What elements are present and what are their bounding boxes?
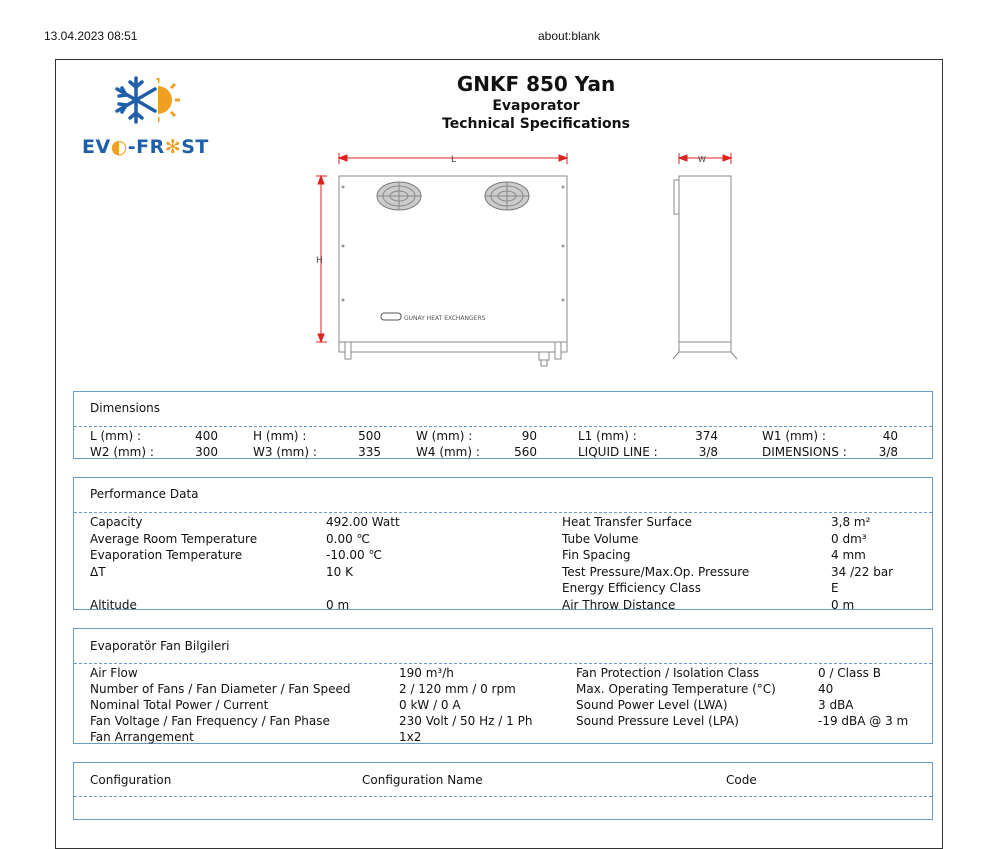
dimension-label: W2 (mm) :: [90, 445, 154, 459]
config-name-col-header: Configuration Name: [362, 773, 483, 787]
config-code-col-header: Code: [726, 773, 757, 787]
dimension-value: 400: [195, 429, 218, 443]
dimension-label: L1 (mm) :: [578, 429, 637, 443]
fan-section: [73, 628, 933, 744]
section-title: Dimensions: [90, 401, 161, 415]
dimension-value: 560: [514, 445, 537, 459]
fan-label: Fan Arrangement: [90, 730, 194, 744]
dimensions-section: [73, 391, 933, 459]
dimension-value: 90: [521, 429, 537, 443]
fan-value: -19 dBA @ 3 m: [818, 714, 909, 728]
dimension-label: LIQUID LINE :: [578, 445, 658, 459]
fan-label: Max. Operating Temperature (°C): [576, 682, 776, 696]
configuration-section: [73, 762, 933, 820]
performance-label: Test Pressure/Max.Op. Pressure: [562, 564, 750, 579]
dimension-label: H (mm) :: [253, 429, 307, 443]
product-title: GNKF 850 Yan: [456, 72, 616, 96]
dimension-value: 3/8: [878, 445, 898, 459]
fan-value: 3 dBA: [818, 698, 854, 712]
performance-label: Capacity: [90, 515, 143, 529]
performance-label: Altitude: [90, 597, 137, 612]
dimension-label: DIMENSIONS :: [762, 445, 847, 459]
spec-sheet-page: [55, 59, 943, 849]
fan-label: Fan Voltage / Fan Frequency / Fan Phase: [90, 714, 330, 728]
fan-value: 190 m³/h: [399, 666, 454, 680]
fan-value: 2 / 120 mm / 0 rpm: [399, 682, 516, 696]
performance-value: 10 K: [326, 564, 353, 579]
fan-value: 1x2: [399, 730, 422, 744]
performance-value: E: [831, 581, 839, 595]
performance-label: Energy Efficiency Class: [562, 581, 702, 595]
dimension-value: 500: [358, 429, 381, 443]
performance-value: 3,8 m²: [831, 515, 871, 529]
dimension-label: W1 (mm) :: [762, 429, 826, 443]
section-title: Performance Data: [90, 487, 199, 501]
performance-value: 0.00 ℃: [326, 531, 371, 546]
performance-label: Fin Spacing: [562, 548, 631, 562]
fan-label: Sound Power Level (LWA): [576, 698, 728, 712]
document-title: Technical Specifications: [442, 116, 630, 132]
dimension-label: W (mm) :: [416, 429, 473, 443]
performance-value: 4 mm: [831, 548, 866, 562]
config-col-header: Configuration: [90, 773, 172, 787]
fan-grille-right-icon: [485, 182, 529, 210]
dimension-label: W4 (mm) :: [416, 445, 480, 459]
performance-label: Evaporation Temperature: [90, 548, 243, 562]
performance-label: Tube Volume: [562, 531, 639, 546]
performance-value: 0 m: [831, 597, 855, 612]
fan-value: 40: [818, 682, 834, 696]
dimension-w-label: W: [698, 155, 706, 164]
dimension-value: 335: [358, 445, 381, 459]
dimension-value: 374: [695, 429, 718, 443]
performance-label: ΔT: [90, 564, 106, 579]
fan-label: Fan Protection / Isolation Class: [576, 666, 760, 680]
dimension-label: W3 (mm) :: [253, 445, 317, 459]
brand-wordmark: EV◐-FR✻ST: [82, 136, 209, 158]
fan-value: 0 / Class B: [818, 666, 881, 680]
performance-label: Air Throw Distance: [562, 597, 676, 612]
performance-section: [73, 477, 933, 610]
evaporator-drawing: [311, 150, 751, 375]
fan-label: Nominal Total Power / Current: [90, 698, 269, 712]
dimension-label: L (mm) :: [90, 429, 142, 443]
performance-label: Heat Transfer Surface: [562, 515, 693, 529]
section-title: Evaporatör Fan Bilgileri: [90, 639, 230, 653]
performance-value: 0 m: [326, 597, 350, 612]
fan-value: 230 Volt / 50 Hz / 1 Ph: [399, 714, 533, 728]
performance-label: Average Room Temperature: [90, 531, 258, 546]
dimension-value: 3/8: [698, 445, 718, 459]
performance-value: 0 dm³: [831, 531, 867, 546]
performance-value: 492.00 Watt: [326, 515, 400, 529]
performance-value: -10.00 ℃: [326, 548, 382, 562]
fan-label: Sound Pressure Level (LPA): [576, 714, 739, 728]
dimension-value: 40: [882, 429, 898, 443]
print-datetime: 13.04.2023 08:51: [44, 29, 138, 43]
dimension-l-label: L: [451, 155, 457, 165]
dimension-h-label: H: [316, 256, 323, 266]
print-url: about:blank: [538, 29, 601, 43]
product-type: Evaporator: [492, 98, 580, 114]
dimension-value: 300: [195, 445, 218, 459]
fan-label: Air Flow: [90, 666, 138, 680]
maker-label: GUNAY HEAT EXCHANGERS: [404, 315, 486, 322]
fan-value: 0 kW / 0 A: [399, 698, 461, 712]
fan-label: Number of Fans / Fan Diameter / Fan Speed: [90, 682, 351, 696]
performance-value: 34 /22 bar: [831, 564, 894, 579]
fan-grille-left-icon: [377, 182, 421, 210]
